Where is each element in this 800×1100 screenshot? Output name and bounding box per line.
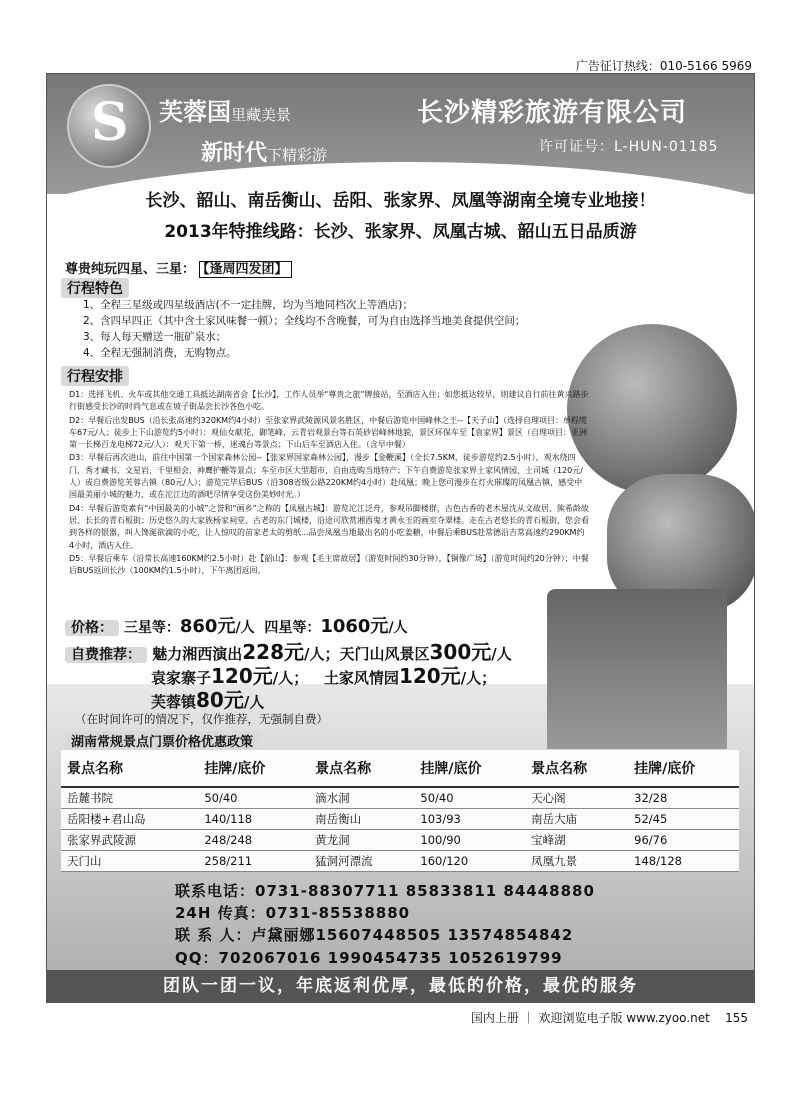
contact-person: 联 系 人：卢黛丽娜15607448505 13574854842 bbox=[175, 926, 574, 944]
recommend-note: （在时间许可的情况下，仅作推荐，无强制自费） bbox=[75, 712, 328, 726]
tour-tier: 尊贵纯玩四星、三星： 【逢周四发团】 bbox=[65, 258, 292, 277]
recommend-line-3: 芙蓉镇80元/人 bbox=[151, 688, 265, 712]
itinerary-day-5: D5：早餐后乘车（沿常长高速160KM约2.5小时）赴【韶山】：参观【毛主席故居】（游览时间约30分钟），【铜像广场】（游览时间约20分钟）；中餐后BUS返回长沙（100KM约1.5小时），下午离团返回。 bbox=[69, 553, 589, 576]
col-header: 景点名称 bbox=[61, 750, 198, 787]
recommend-line-2: 袁家寨子120元/人； 土家风情园120元/人； bbox=[151, 664, 497, 688]
contact-phone: 联系电话：0731-88307711 85833811 84448880 bbox=[175, 882, 595, 900]
contact-qq: QQ：702067016 1990454735 1052619799 bbox=[175, 949, 563, 967]
table-row: 张家界武陵源 248/248 黄龙洞 100/90 宝峰湖 96/76 bbox=[61, 830, 739, 851]
company-logo-icon: S bbox=[67, 84, 151, 168]
itinerary-title: 行程安排 bbox=[61, 366, 129, 386]
ad-hotline: 广告征订热线：010-5166 5969 bbox=[575, 59, 752, 73]
headline-route: 2013年特推线路：长沙、张家界、凤凰古城、韶山五日品质游 bbox=[164, 222, 637, 242]
feature-item-3: 3、每人每天赠送一瓶矿泉水； bbox=[83, 331, 227, 343]
table-header-row bbox=[61, 750, 739, 787]
feature-item-4: 4、全程无强制消费，无购物点。 bbox=[83, 347, 237, 359]
features-title: 行程特色 bbox=[61, 278, 129, 298]
table-row: 岳阳楼+君山岛 140/118 南岳衡山 103/93 南岳大庙 52/45 bbox=[61, 809, 739, 830]
company-name: 长沙精彩旅游有限公司 bbox=[417, 98, 688, 128]
license-number: 许可证号：L-HUN-01185 bbox=[539, 139, 719, 155]
zhangjiajie-photo bbox=[567, 324, 737, 494]
col-header: 挂牌/底价 bbox=[198, 750, 309, 787]
itinerary-day-3: D3：早餐后再次进山，前往中国第一个国家森林公园--【张家界国家森林公园】，漫步【金鞭溪】（全长7.5KM，徒步游览约2.5小时），观水绕四门，秀才藏书，文星岩，千里相会，神鹰护鞭等景点；车至市区大型超市，自由选购当地特产；下午自费游览张家界土家风情园、土司城（120元/人）或自费游览芙蓉古镇（80元/人）；游览完毕后BUS（沿308省级公路220KM约4小时）赴凤凰；晚上您可漫步在灯火璀璨的凤凰古镇，感受中国最美丽小城的魅力，或在沱江边的酒吧尽情享受这份美妙时光。） bbox=[69, 453, 583, 500]
itinerary-day-2: D2：早餐后出发BUS（沿长张高速约320KM约4小时）至张家界武陵源风景名胜区，中餐后游览中国峰林之王--【天子山】（选择自理项目：单程缆车67元/人；徒步上下山游览约5小时）：观仙女献花，御笔峰，云青岩观景台等石英砂岩峰林地貌，景区环保车至【袁家界】景区（自理项目：亚洲第一长梯百龙电梯72元/人）：观天下第一桥，迷魂台等景点；下山后车至酒店入住。（含早中餐） bbox=[69, 415, 587, 450]
advertisement bbox=[46, 73, 755, 1003]
itinerary-day-1: D1：选择飞机、火车或其他交通工具抵达湖南省会【长沙】，工作人员举“尊贵之旅”牌接站，至酒店入住；如您抵达较早，则建议自行前往黄兴路步行街感受长沙的时尚气息或在坡子街品尝长沙各色小吃。 bbox=[69, 390, 589, 412]
feature-item-1: 1、全程三星级或四星级酒店(不一定挂牌，均为当地同档次上等酒店)； bbox=[83, 299, 413, 311]
price-line: 价格： 三星等：860元/人 四星等：1060元/人 bbox=[65, 612, 408, 638]
itinerary-list bbox=[69, 389, 589, 578]
col-header: 挂牌/底价 bbox=[628, 750, 739, 787]
contact-fax: 24H 传真：0731-85538880 bbox=[175, 904, 411, 922]
table-row: 天门山 258/211 猛洞河漂流 160/120 凤凰九景 148/128 bbox=[61, 851, 739, 872]
ticket-table-title: 湖南常规景点门票价格优惠政策 bbox=[65, 731, 259, 750]
col-header: 挂牌/底价 bbox=[414, 750, 525, 787]
col-header: 景点名称 bbox=[309, 750, 414, 787]
recommend-line-1: 自费推荐： 魅力湘西演出228元/人；天门山风景区300元/人 bbox=[65, 636, 512, 665]
page-number: 155 bbox=[725, 1011, 748, 1025]
feature-item-2: 2、含四早四正（其中含土家风味餐一顿）；全线均不含晚餐，可为自由选择当地美食提供空间； bbox=[83, 315, 526, 327]
itinerary-day-4: D4：早餐后游览素有“中国最美的小城”之誉和“画乡”之称的【凤凰古城】：游览沱江泛舟，参观吊脚楼群，古色古香的老木屋沈从文故居、熊希龄故居、长长的青石板街；历史悠久的大家族杨家祠堂、古老的东门城楼，沿途可欣赏湘西鬼才黄永玉的画室夺翠楼。走在古老悠长的青石板街，您会看到各样的银器，叫人馋涎欲滴的小吃，让人惊叹的苗家老太的剪纸...品尝凤凰当地最出名的小吃姜糖，中餐后乘BUS赴常德沿吉常高速约290KM约4小时，酒店入住。 bbox=[69, 503, 589, 550]
brand-slogan-1: 芙蓉国里藏美景 bbox=[159, 97, 292, 126]
headline-primary: 长沙、韶山、南岳衡山、岳阳、张家界、凤凰等湖南全境专业地接！ bbox=[145, 191, 656, 211]
page-footer: 国内上册 ｜ 欢迎浏览电子版 www.zyoo.net 155 bbox=[470, 1011, 748, 1025]
brand-slogan-2: 新时代下精彩游 bbox=[201, 140, 328, 166]
ticket-price-table bbox=[61, 750, 739, 872]
pavilion-photo bbox=[547, 589, 727, 749]
table-row: 岳麓书院 50/40 滴水洞 50/40 天心阁 32/28 bbox=[61, 787, 739, 809]
col-header: 景点名称 bbox=[525, 750, 628, 787]
footer-slogan: 团队一团一议，年底返利优厚，最低的价格，最优的服务 bbox=[47, 970, 754, 1002]
